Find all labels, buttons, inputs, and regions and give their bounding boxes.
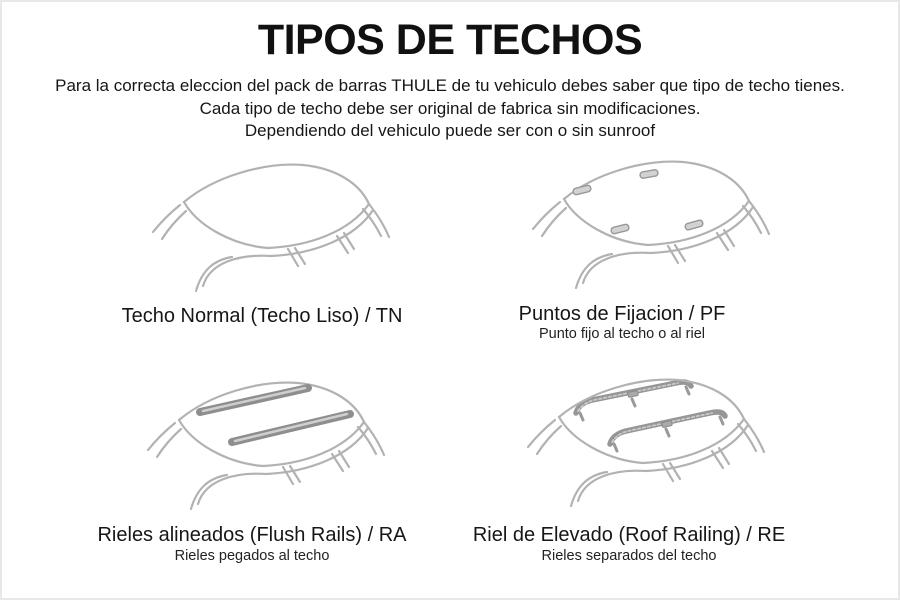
intro-text xyxy=(2,75,898,143)
intro-line-2: Cada tipo de techo debe ser original de fabrica sin modificaciones. xyxy=(199,98,701,118)
page-title: TIPOS DE TECHOS xyxy=(257,16,643,64)
roof-label-ra: Rieles alineados (Flush Rails) / RA xyxy=(97,524,407,546)
roof-sketch-fixpoints-icon xyxy=(497,149,837,304)
intro-line-3: Dependiendo del vehiculo puede ser con o sin sunroof xyxy=(244,121,656,140)
intro-line-1: Para la correcta eleccion del pack de barras THULE de tu vehiculo debes saber que tipo de techo tienes. xyxy=(55,76,845,95)
roof-sketch-raised-rails-icon xyxy=(492,367,832,522)
roof-sublabel-re: Rieles separados del techo xyxy=(541,548,717,564)
roof-label-pf: Puntos de Fijacion / PF xyxy=(518,303,726,325)
roof-label-tn: Techo Normal (Techo Liso) / TN xyxy=(121,305,403,327)
roof-sublabel-ra: Rieles pegados al techo xyxy=(174,548,330,564)
roof-sketch-normal-icon xyxy=(117,152,457,307)
roof-label-re: Riel de Elevado (Roof Railing) / RE xyxy=(472,524,786,546)
roof-sublabel-pf: Punto fijo al techo o al riel xyxy=(538,326,706,342)
roof-sketch-flush-rails-icon xyxy=(112,370,452,525)
